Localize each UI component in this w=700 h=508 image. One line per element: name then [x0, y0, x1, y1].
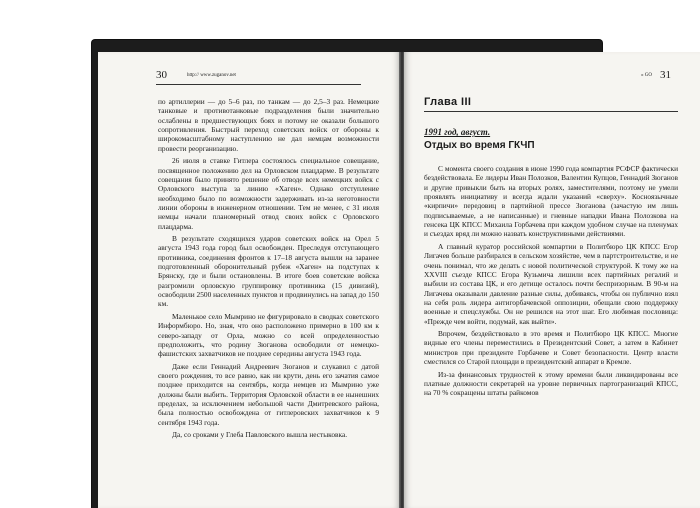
- paragraph: Маленькое село Мымрино не фигурировало в сводках советского Информбюро. Но, зная, что оно расположено примерно в 100 км к северо-западу от Орла, можно со всей определенностью предположить, что родину Зюганова освободили от немецко-фашистских захватчиков не позднее середины августа 1943 года.: [158, 311, 379, 359]
- left-page-number: 30: [156, 69, 167, 81]
- paragraph: В результате сходящихся ударов советских войск на Орел 5 августа 1943 года город был освобожден. Преследуя отступающего противника, соединения фронтов к 17–18 августа вышли на заранее подготовленный оборонительный рубеж «Хаген» на подступах к Брянску, где и были остановлены. В итоге боев советские войска разгромили орловскую группировку противника (15 дивизий), освободили 2500 населенных пунктов и продвинулись на запад до 150 км.: [158, 234, 379, 309]
- chapter-title: Глава III: [424, 96, 678, 112]
- left-running-header: [156, 69, 361, 85]
- paragraph: Даже если Геннадий Андреевич Зюганов и слукавил с датой своего рождения, то все равно, как ни крути, день его зачатия самое позднее приходится на сентябрь, когда немцев из Мымрино уже должны были выбить. Территория Орловской области в ее нынешних пределах, за исключением небольшой части Дмитревского района, была полностью освобождена от гитлеровских захватчиков к 9 сентября 1943 года.: [158, 361, 379, 427]
- section-date: 1991 год, август.: [424, 127, 491, 137]
- paragraph: 26 июля в ставке Гитлера состоялось специальное совещание, посвященное положению дел на Орловском плацдарме. В результате совещания было принято решение об отводе всех немецких войск с Орловского выступа за линию «Хаген». Однако отступление необходимо было по возможности задерживать из-за неготовности линии обороны в инженерном отношении. Тем не менее, с 31 июля немцы начали планомерный отвод своих войск с Орловского плацдарма.: [158, 156, 379, 231]
- paragraph: по артиллерии — до 5–6 раз, по танкам — до 2,5–3 раз. Немецкие танковые и противотанковые подразделения были значительно ослаблены в предшествующих боях и потому не оказали большого сопротивления. Быстрый переход советских войск от обороны к широкомасштабному наступлению не дал немцам возможности провести реорганизацию.: [158, 97, 379, 153]
- header-site: « GO: [641, 73, 652, 78]
- left-page-body: [158, 97, 379, 440]
- right-running-header: [424, 69, 671, 82]
- paragraph: Впрочем, бездействовало в это время и Политбюро ЦК КПСС. Многие видные его члены переместились в Президентский Совет, а затем в Кабинет министров при президенте Горбачеве и Совет безопасности. Центр власти сместился со Старой площади в президентский аппарат в Кремле.: [424, 329, 678, 367]
- paragraph: А главный куратор российской компартии в Политбюро ЦК КПСС Егор Лигачев больше разбирался в сельском хозяйстве, чем в партстроительстве, и не очень понимал, что же делать с новой политической структурой. К тому же на XXVIII съезде КПСС Егора Кузьмича лишили всех партийных регалий и выбили из состава ЦК, и его детище осталось почти беспризорным. В 90-м на Лигачева оказывали давление разные силы, добиваясь, чтобы он публично взял на себя роль лидера антигорбачевской оппозиции, обещали свою поддержку военные и спецслужбы. Он не решился на этот шаг. Его любимая пословица: «Прежде чем войти, подумай, как выйти».: [424, 241, 678, 326]
- header-url: http:// www.zuganov.net: [187, 73, 236, 78]
- right-page: [404, 52, 700, 508]
- section-title: Отдых во время ГКЧП: [424, 140, 535, 151]
- right-page-body: [424, 164, 678, 398]
- paragraph: Да, со сроками у Глеба Павловского вышла нестыковка.: [172, 430, 348, 440]
- left-page: [98, 52, 400, 508]
- right-page-number: 31: [660, 69, 671, 81]
- paragraph: Из-за финансовых трудностей к этому времени были ликвидированы все платные должности секретарей на уровне первичных партогранизаций КПСС, на 70 % сокращены штаты райкомов: [424, 369, 678, 398]
- paragraph: С момента своего создания в июне 1990 года компартия РСФСР фактически бездействовала. Ее лидеры Иван Полозков, Валентин Купцов, Геннадий Зюганов и другие привыкли быть на вторых ролях, заместителями, поэтому не умели проявлять инициативу и всегда ждали указаний «сверху». Косноязычные «кирпичи» передовиц в партийной прессе Зюганова (зачастую им лишь подписываемые, а не написанные) и гневные нападки Ивана Полозкова на генсека ЦК КПСС Михаила Горбачева при каждом удобном случае на пленумах и съездах вряд ли можно назвать конструктивными действиями.: [424, 164, 678, 239]
